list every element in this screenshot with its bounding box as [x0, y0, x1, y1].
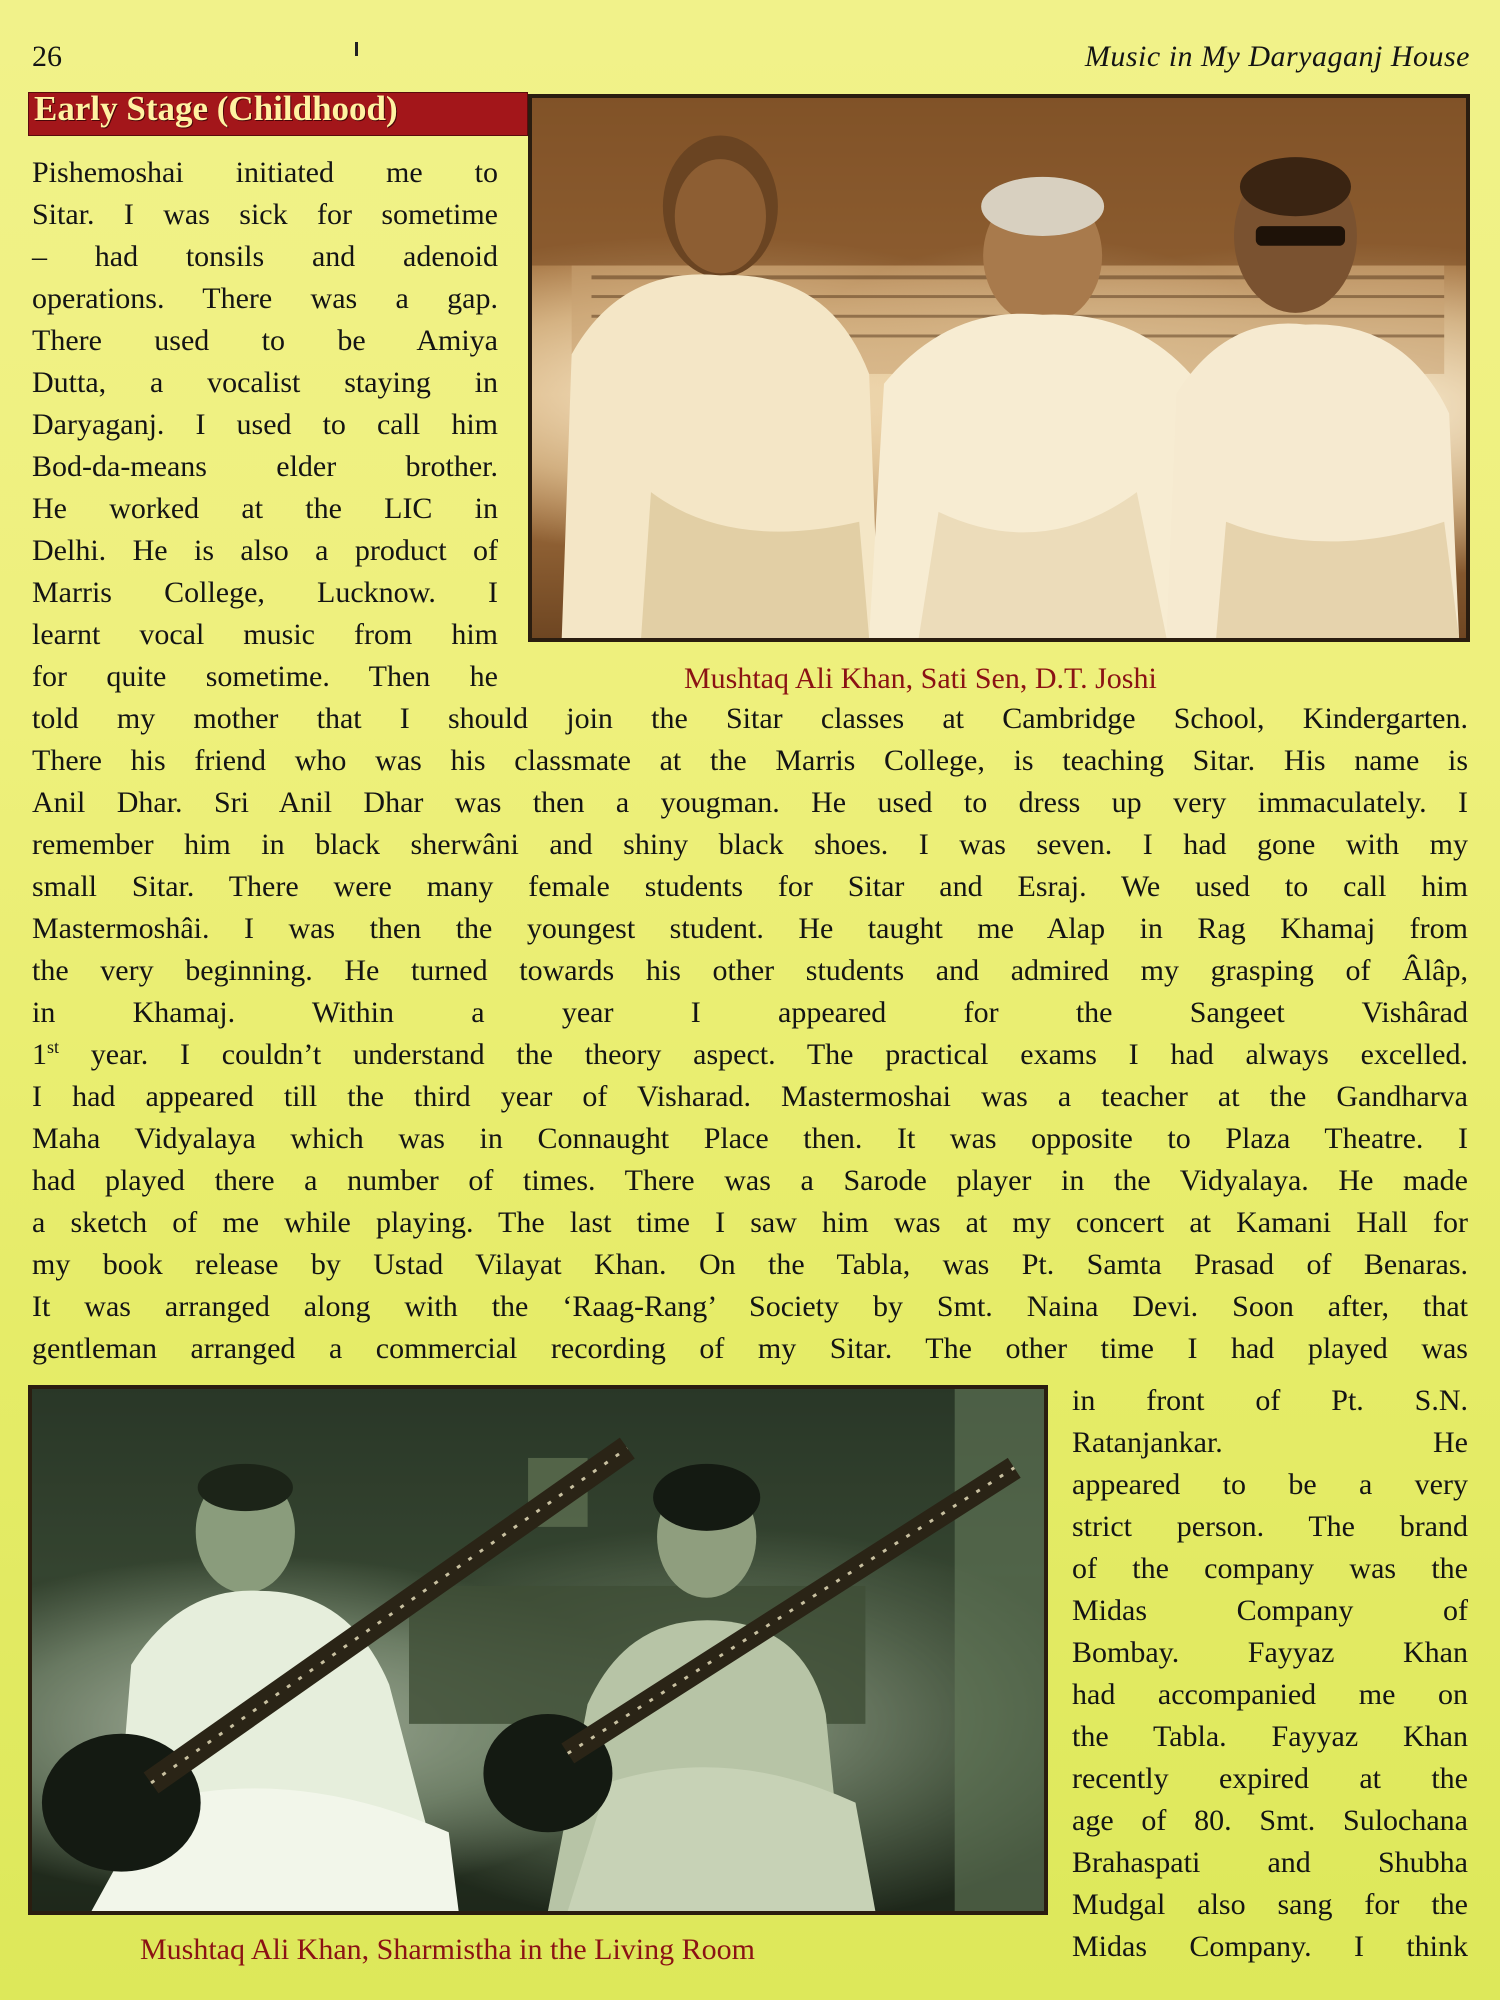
- running-head: Music in My Daryaganj House: [1084, 40, 1470, 73]
- ordinal-suffix: st: [47, 1037, 60, 1057]
- text-line: strict person. The brand: [1072, 1510, 1468, 1543]
- text-line: Brahaspati and Shubha: [1072, 1846, 1468, 1879]
- text-line: had played there a number of times. There was a Sarode player in the Vidyalaya. He made: [32, 1164, 1468, 1197]
- ordinal-line-rest: year. I couldn’t understand the theory aspect. The practical exams I had always excelled.: [59, 1038, 1468, 1071]
- photo-sitar-duet-image: [32, 1389, 1044, 1911]
- text-line: Mastermoshâi. I was then the youngest student. He taught me Alap in Rag Khamaj from: [32, 912, 1468, 945]
- text-line: I had appeared till the third year of Visharad. Mastermoshai was a teacher at the Gandharva: [32, 1080, 1468, 1113]
- text-line: appeared to be a very: [1072, 1468, 1468, 1501]
- photo-sitar-duet: [28, 1385, 1048, 1915]
- page-number: 26: [32, 40, 62, 73]
- text-line: Dutta, a vocalist staying in: [32, 366, 498, 399]
- section-title: Early Stage (Childhood): [34, 89, 398, 128]
- text-line: It was arranged along with the ‘Raag-Rang’ Society by Smt. Naina Devi. Soon after, that: [32, 1290, 1468, 1323]
- photo-three-musicians: [528, 94, 1470, 642]
- text-line: Mudgal also sang for the: [1072, 1888, 1468, 1921]
- text-line: Ratanjankar. He: [1072, 1426, 1468, 1459]
- text-line: the Tabla. Fayyaz Khan: [1072, 1720, 1468, 1753]
- text-line-ordinal: [32, 1034, 1468, 1076]
- text-line: Bod-da-means elder brother.: [32, 450, 498, 483]
- text-line: for quite sometime. Then he: [32, 660, 498, 693]
- text-line: in front of Pt. S.N.: [1072, 1384, 1468, 1417]
- text-line: in Khamaj. Within a year I appeared for the Sangeet Vishârad: [32, 996, 1468, 1029]
- photo-three-musicians-image: [532, 98, 1466, 638]
- text-line: Bombay. Fayyaz Khan: [1072, 1636, 1468, 1669]
- text-line: There his friend who was his classmate at the Marris College, is teaching Sitar. His name is: [32, 744, 1468, 777]
- text-line: age of 80. Smt. Sulochana: [1072, 1804, 1468, 1837]
- text-line: Delhi. He is also a product of: [32, 534, 498, 567]
- text-line: Pishemoshai initiated me to: [32, 156, 498, 189]
- photo-caption-bottom: Mushtaq Ali Khan, Sharmistha in the Living Room: [140, 1933, 755, 1966]
- text-line: Midas Company. I think: [1072, 1930, 1468, 1963]
- text-line: Maha Vidyalaya which was in Connaught Place then. It was opposite to Plaza Theatre. I: [32, 1122, 1468, 1155]
- text-line: Daryaganj. I used to call him: [32, 408, 498, 441]
- text-line: recently expired at the: [1072, 1762, 1468, 1795]
- text-line: told my mother that I should join the Sitar classes at Cambridge School, Kindergarten.: [32, 702, 1468, 735]
- text-line: Sitar. I was sick for sometime: [32, 198, 498, 231]
- text-line: the very beginning. He turned towards his other students and admired my grasping of Âlâp,: [32, 954, 1468, 987]
- text-line: a sketch of me while playing. The last time I saw him was at my concert at Kamani Hall for: [32, 1206, 1468, 1239]
- text-line: Midas Company of: [1072, 1594, 1468, 1627]
- text-line: He worked at the LIC in: [32, 492, 498, 525]
- text-line: Marris College, Lucknow. I: [32, 576, 498, 609]
- text-line: remember him in black sherwâni and shiny black shoes. I was seven. I had gone with my: [32, 828, 1468, 861]
- print-mark: [355, 42, 358, 56]
- ordinal-number: 1: [32, 1038, 47, 1071]
- text-line: of the company was the: [1072, 1552, 1468, 1585]
- text-line: learnt vocal music from him: [32, 618, 498, 651]
- photo-caption-top: Mushtaq Ali Khan, Sati Sen, D.T. Joshi: [684, 662, 1157, 695]
- text-line: my book release by Ustad Vilayat Khan. On the Tabla, was Pt. Samta Prasad of Benaras.: [32, 1248, 1468, 1281]
- text-line: gentleman arranged a commercial recording of my Sitar. The other time I had played was: [32, 1332, 1468, 1365]
- text-line: Anil Dhar. Sri Anil Dhar was then a yougman. He used to dress up very immaculately. I: [32, 786, 1468, 819]
- text-line: There used to be Amiya: [32, 324, 498, 357]
- text-line: – had tonsils and adenoid: [32, 240, 498, 273]
- text-line: operations. There was a gap.: [32, 282, 498, 315]
- text-line: had accompanied me on: [1072, 1678, 1468, 1711]
- text-line: small Sitar. There were many female students for Sitar and Esraj. We used to call him: [32, 870, 1468, 903]
